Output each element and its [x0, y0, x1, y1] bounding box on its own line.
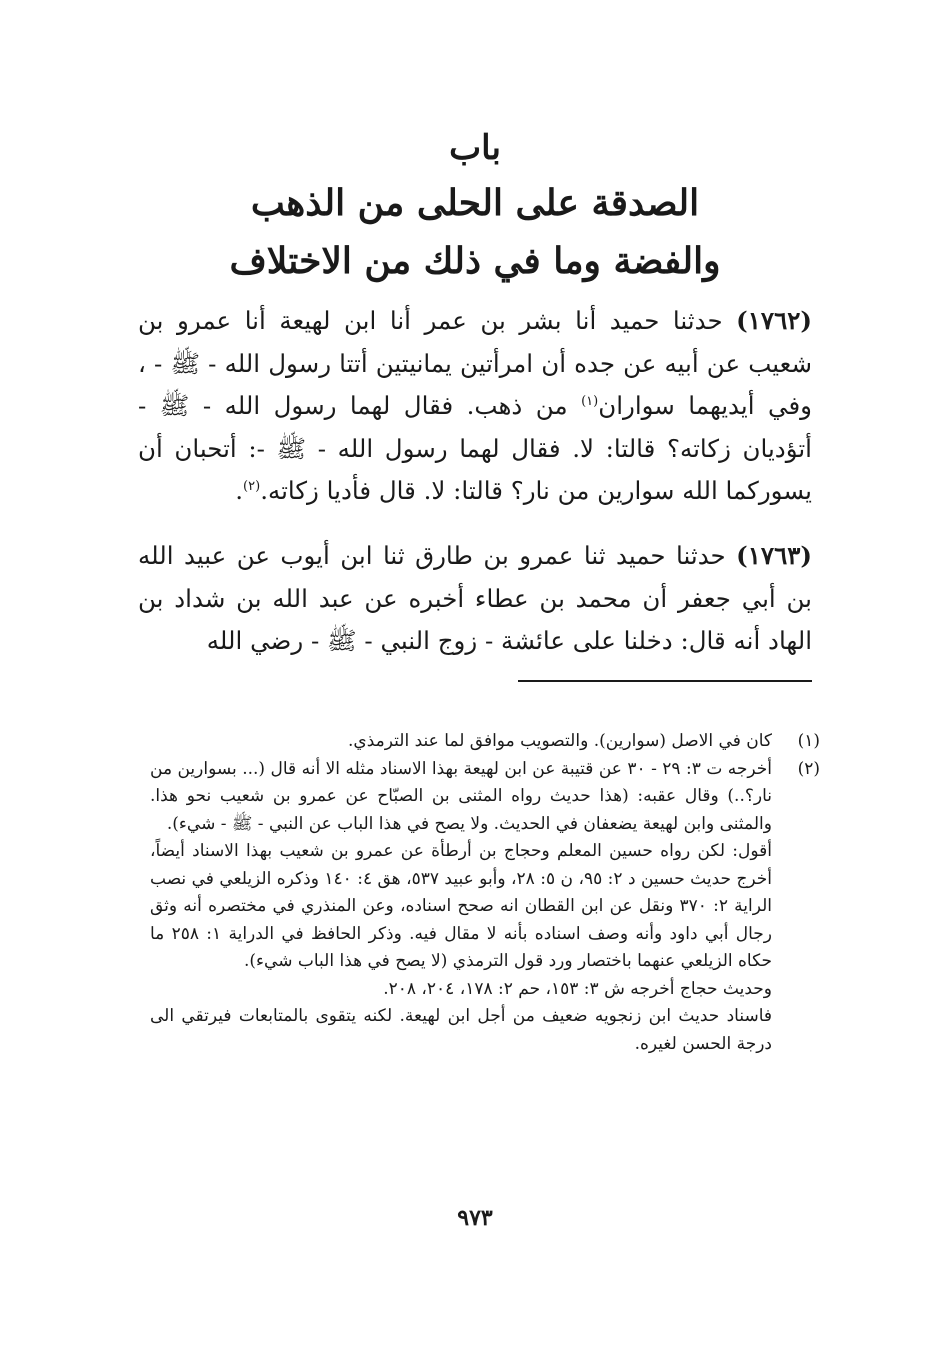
- page-number: ٩٧٣: [457, 1205, 493, 1231]
- footnote-2: [150, 756, 820, 1059]
- footnote-paragraph: وحديث حجاج أخرجه ش ٣: ١٥٣، حم ٢: ١٧٨، ٢٠٤، ٢٠٨.: [383, 978, 772, 999]
- footnote-reference-1[interactable]: (١): [581, 393, 599, 409]
- footnote-marker: (٢): [797, 758, 820, 779]
- chapter-label: باب: [449, 128, 501, 168]
- footnote-separator-rule: [518, 680, 812, 682]
- hadith-number: (١٧٦٢): [736, 306, 812, 335]
- footnote-paragraph: كان في الاصل (سوارين). والتصويب موافق لما عند الترمذي.: [348, 731, 772, 751]
- hadith-text-end: .: [235, 476, 244, 505]
- hadith-text: حدثنا حميد أنا بشر بن عمر أنا ابن لهيعة أنا عمرو بن شعيب عن أبيه عن جده أن امرأتين يمانيتين أتتا رسول الله - ﷺ - ، وفي أيديهما سواران: [138, 306, 812, 420]
- chapter-title-line-1: الصدقة على الحلى من الذهب: [250, 182, 700, 224]
- footnote-reference-2[interactable]: (٢): [243, 478, 261, 494]
- hadith-text: حدثنا حميد ثنا عمرو بن طارق ثنا ابن أيوب عن عبيد الله بن أبي جعفر أن محمد بن عطاء أخبره عن عبد الله بن شداد بن الهاد أنه قال: دخلنا على عائشة - زوج النبي - ﷺ - رضي الله: [138, 541, 812, 655]
- hadith-1763: [138, 535, 812, 663]
- footnote-paragraph: أخرجه ت ٣: ٢٩ - ٣٠ عن قتيبة عن ابن لهيعة بهذا الاسناد مثله الا أنه قال (... بسوارين من نار؟..) وقال عقبه: (هذا حديث رواه المثنى بن الصبّاح عن عمرو بن شعيب نحو هذا. والمثنى وابن لهيعة يضعفان في الحديث. ولا يصح في هذا الباب عن النبي - ﷺ - شيء).: [150, 758, 772, 834]
- hadith-text: من ذهب. فقال لهما رسول الله - ﷺ - أتؤديان زكاته؟ قالتا: لا. فقال لهما رسول الله - ﷺ -: أتحبان أن يسوركما الله سوارين من نار؟ قالتا: لا. قال فأديا زكاته.: [138, 391, 812, 505]
- footnote-paragraph: فاسناد حديث ابن زنجويه ضعيف من أجل ابن لهيعة. لكنه يتقوى بالمتابعات فيرتقي الى درجة الحسن لغيره.: [150, 1006, 772, 1054]
- hadith-1762: [138, 300, 812, 513]
- footnote-1: [150, 728, 820, 756]
- footnote-body: [150, 756, 772, 1059]
- footnotes: [150, 728, 820, 1058]
- footnote-paragraph: أقول: لكن رواه حسين المعلم وحجاج بن أرطأة عن عمرو بن شعيب بهذا الاسناد أيضاً، أخرج حديث حسين د ٢: ٩٥، ن ٥: ٢٨، وأبو عبيد ٥٣٧، هق ٤: ١٤٠ وذكره الزيلعي في نصب الراية ٢: ٣٧٠ ونقل عن ابن القطان انه صحح اسناده، وعن المنذري في مختصره أنه وثق رجال أبي داود وأنه وصف اسناده بأنه لا مقال فيه. وذكر الحافظ في الدراية ١: ٢٥٨ ما حكاه الزيلعي عنهما باختصار ورد قول الترمذي (لا يصح في هذا الباب شيء).: [150, 841, 773, 971]
- footnote-marker: (١): [797, 731, 820, 751]
- chapter-title-line-2: والفضة وما في ذلك من الاختلاف: [229, 240, 721, 282]
- footnote-body: [150, 728, 772, 756]
- hadith-number: (١٧٦٣): [736, 541, 812, 570]
